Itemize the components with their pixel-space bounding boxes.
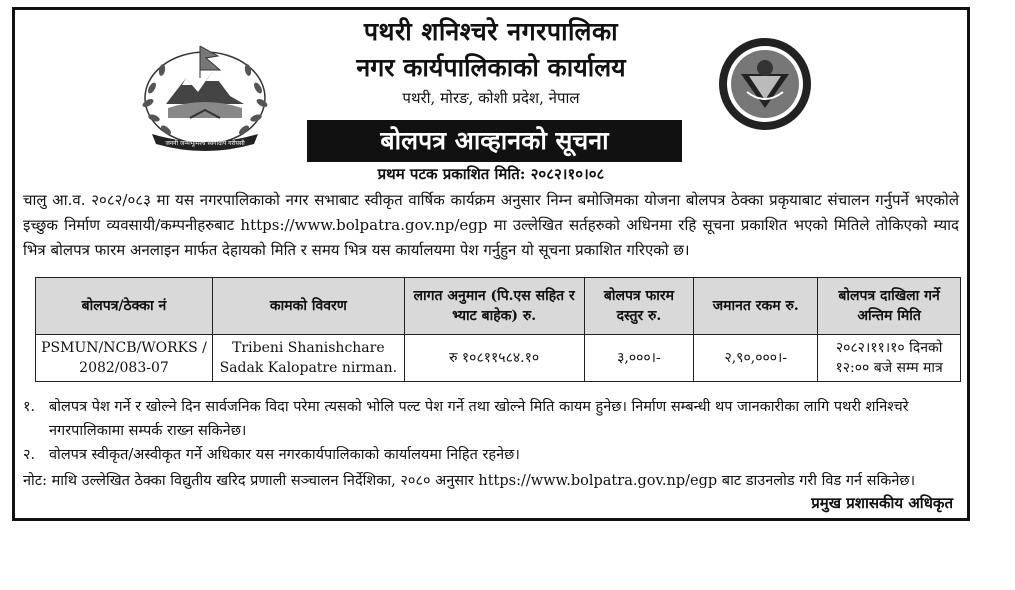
municipality-logo-icon	[717, 36, 813, 132]
note-item	[23, 443, 955, 467]
cell-deadline: २०८२।११।१० दिनको १२:०० बजे सम्म मात्र	[818, 335, 961, 382]
header-contract-no: बोलपत्र/ठेक्का नं	[36, 278, 213, 335]
note-number: २.	[23, 447, 36, 463]
first-published-date: प्रथम पटक प्रकाशित मिति: २०८२।१०।०८	[377, 165, 605, 183]
office-name: नगर कार्यपालिकाको कार्यालय	[356, 53, 626, 82]
cell-form-fee: ३,०००।-	[584, 335, 694, 382]
notice-header	[15, 10, 967, 183]
table-row	[36, 335, 961, 382]
tender-table	[35, 277, 961, 382]
notice-frame	[12, 7, 970, 521]
municipality-name: पथरी शनिश्चरे नगरपालिका	[363, 17, 619, 46]
intro-paragraph: चालु आ.व. २०८२/०८३ मा यस नगरपालिकाको नगर सभाबाट स्वीकृत वार्षिक कार्यक्रम अनुसार निम्न बमोजिमका योजना बोलपत्र ठेक्का प्रकृयाबाट संचालन गर्नुपर्ने भएकोले इच्छुक निर्माण व्यवसायी/कम्पनीहरुबाट https://www.bolpatra.gov.np/egp मा उल्लेखित सर्तहरुको अधिनमा रहि सूचना प्रकाशित भएको मितिले तोकिएको म्याद भित्र बोलपत्र फारम अनलाइन मार्फत देहायको मिति र समय भित्र यस कार्यालयमा पेश गर्नुहुन यो सूचना प्रकाशित गरिएको छ।	[23, 191, 959, 259]
footnote: नोट: माथि उल्लेखित ठेक्का विद्युतीय खरिद प्रणाली सञ्चालन निर्देशिका, २०८० अनुसार https://www.bolpatra.gov.np/egp बाट डाउनलोड गरी विड गर्न सकिनेछ।	[23, 473, 916, 489]
header-deadline: बोलपत्र दाखिला गर्ने अन्तिम मिति	[818, 278, 961, 335]
notes-section	[23, 395, 955, 493]
cell-bid-security: २,९०,०००।-	[694, 335, 818, 382]
note-number: १.	[23, 399, 36, 415]
office-address: पथरी, मोरङ, कोशी प्रदेश, नेपाल	[402, 89, 580, 107]
header-form-fee: बोलपत्र फारम दस्तुर रु.	[584, 278, 694, 335]
note-text: वोलपत्र स्वीकृत/अस्वीकृत गर्ने अधिकार यस नगरकार्यपालिकाको कार्यालयमा निहित रहनेछ।	[49, 447, 520, 463]
table-header-row	[36, 278, 961, 335]
header-cost-estimate: लागत अनुमान (पि.एस सहित र भ्याट बाहेक) रु.	[404, 278, 584, 335]
note-item	[23, 395, 955, 443]
note-text: बोलपत्र पेश गर्ने र खोल्ने दिन सार्वजनिक विदा परेमा त्यसको भोलि पल्ट पेश गर्ने तथा खोल्ने मिति कायम हुनेछ। निर्माण सम्बन्धी थप जानकारीका लागि पथरी शनिश्चरे नगरपालिकामा सम्पर्क राख्न सकिनेछ।	[49, 399, 909, 439]
header-bid-security: जमानत रकम रु.	[694, 278, 818, 335]
signature-title: प्रमुख प्रशासकीय अधिकृत	[811, 494, 953, 512]
header-description: कामको विवरण	[212, 278, 404, 335]
cell-description: Tribeni Shanishchare Sadak Kalopatre nirman.	[212, 335, 404, 382]
cell-cost-estimate: रु १०८११५८४.१०	[404, 335, 584, 382]
notice-title: बोलपत्र आव्हानको सूचना	[307, 120, 682, 162]
emblem-motto: जननी जन्मभूमिश्च स्वर्गादपि गरीयसी	[165, 140, 245, 147]
cell-contract-no: PSMUN/NCB/WORKS / 2082/083-07	[36, 335, 213, 382]
